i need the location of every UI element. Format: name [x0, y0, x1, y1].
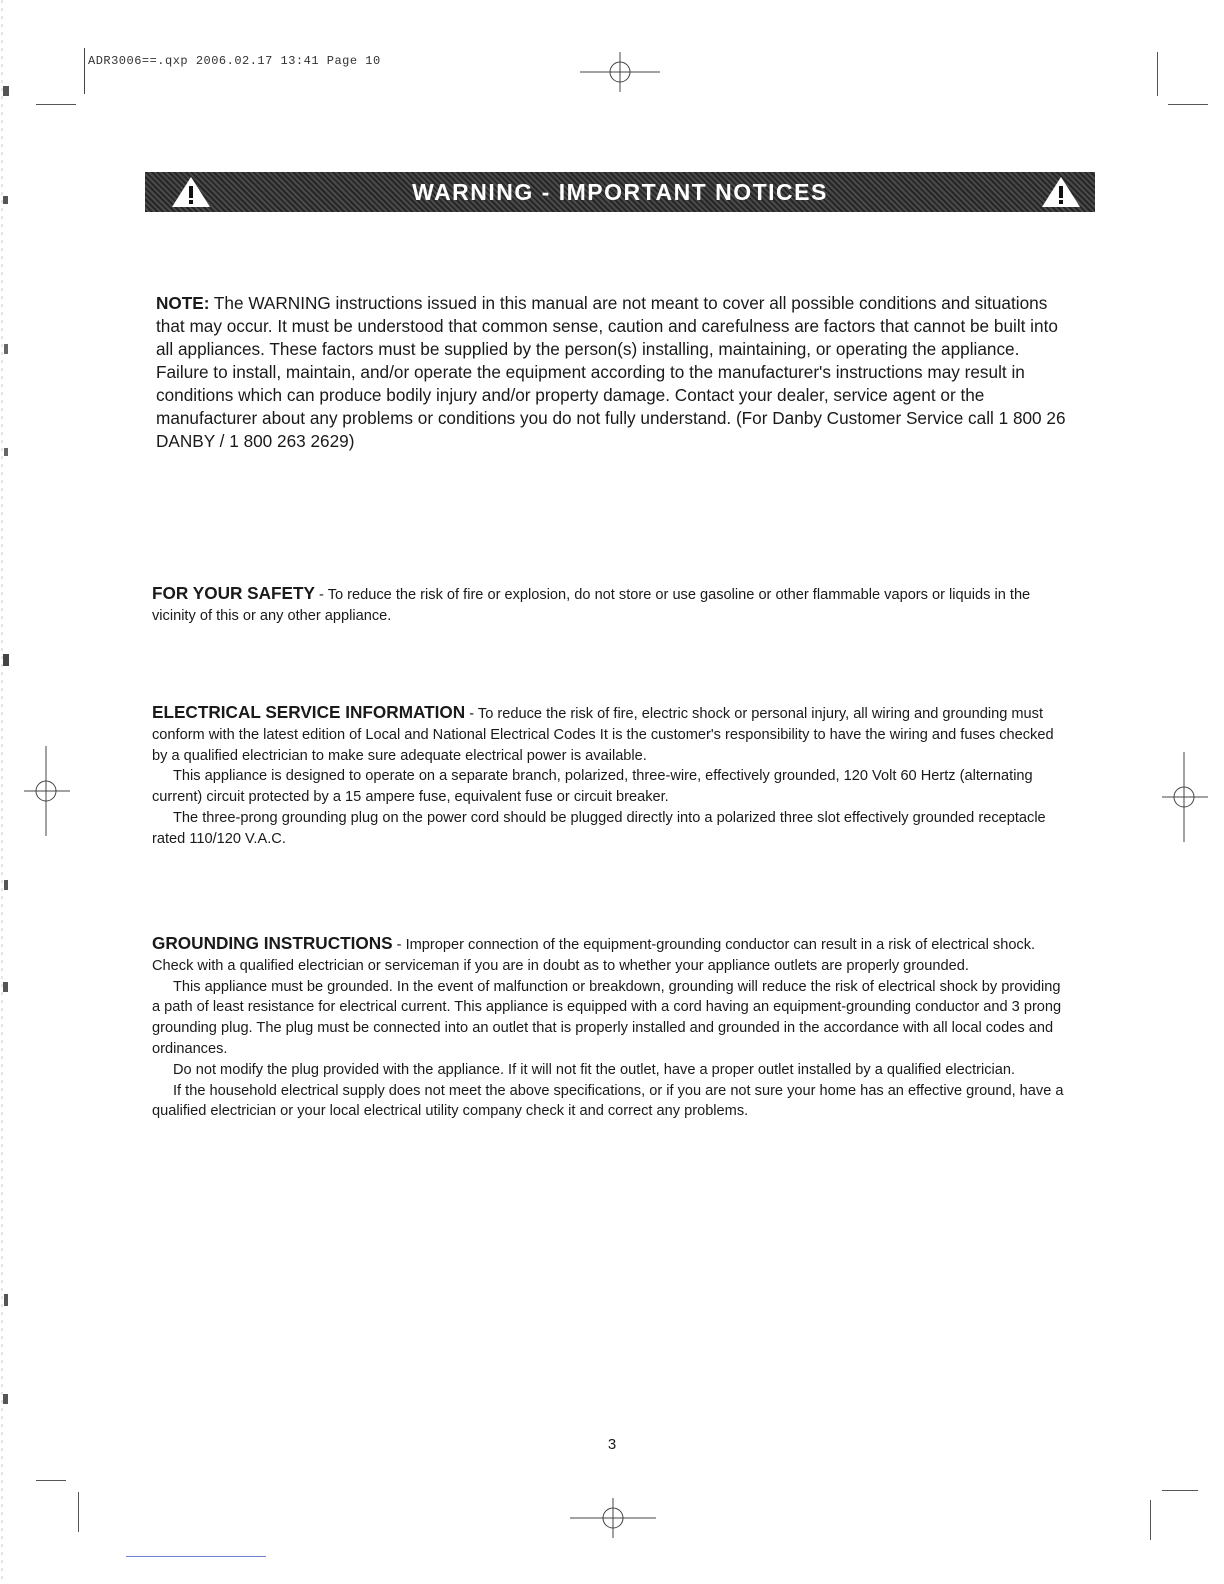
- crop-mark-top-left: [36, 104, 76, 105]
- safety-section: [152, 583, 1077, 627]
- grounding-heading: GROUNDING INSTRUCTIONS: [152, 933, 393, 953]
- crop-mark-top-right-vertical: [1157, 52, 1158, 96]
- page-number: 3: [607, 1436, 617, 1453]
- electrical-paragraph-2: This appliance is designed to operate on a separate branch, polarized, three-wire, effectively grounded, 120 Volt 60 Hertz (alternating current) circuit protected by a 15 ampere fuse, equivalent fuse or circuit breaker.: [152, 768, 1033, 806]
- electrical-heading: ELECTRICAL SERVICE INFORMATION: [152, 702, 466, 722]
- warning-triangle-icon: [1041, 176, 1081, 208]
- scan-edge-marks: [0, 0, 12, 1584]
- safety-paragraph: [152, 583, 1077, 627]
- safety-heading: FOR YOUR SAFETY: [152, 583, 315, 603]
- registration-mark-left: [24, 746, 70, 836]
- crop-mark-bottom-left: [36, 1480, 66, 1481]
- grounding-text-1: - Improper connection of the equipment-grounding conductor can result in a risk of electrical shock. Check with a qualified electrician or serviceman if you are in doubt as to whether your appliance outlets are properly grounded.: [152, 937, 1036, 974]
- crop-mark-bottom-right: [1162, 1490, 1198, 1491]
- grounding-paragraph-1: [152, 933, 1070, 977]
- slug-rule: [84, 48, 85, 94]
- grounding-section: [152, 933, 1070, 1122]
- electrical-text-1: - To reduce the risk of fire, electric shock or personal injury, all wiring and grounding must conform with the latest edition of Local and National Electrical Codes It is the customer's responsibility to have the wiring and fuses checked by a qualified electrician to make sure adequate electrical power is available.: [152, 706, 1054, 764]
- grounding-paragraph-3: Do not modify the plug provided with the appliance. If it will not fit the outlet, have a proper outlet installed by a qualified electrician.: [173, 1061, 1016, 1078]
- safety-text: - To reduce the risk of fire or explosion, do not store or use gasoline or other flammable vapors or liquids in the vicinity of this or any other appliance.: [152, 587, 1031, 624]
- note-text: The WARNING instructions issued in this manual are not meant to cover all possible conditions and situations that may occur. It must be understood that common sense, caution and carefulness are factors that cannot be built into all appliances. These factors must be supplied by the person(s) installing, maintaining, or operating the appliance. Failure to install, maintain, and/or operate the equipment according to the manufacturer's instructions may result in conditions which can produce bodily injury and/or property damage. Contact your dealer, service agent or the manufacturer about any problems or conditions you do not fully understand. (For Danby Customer Service call 1 800 26 DANBY / 1 800 263 2629): [156, 293, 1066, 451]
- note-label: NOTE:: [156, 293, 210, 313]
- registration-mark-bottom: [570, 1498, 656, 1538]
- warning-banner: [145, 172, 1095, 212]
- electrical-paragraph-1: [152, 702, 1070, 766]
- crop-mark-top-right: [1168, 104, 1208, 105]
- print-slug: ADR3006==.qxp 2006.02.17 13:41 Page 10: [88, 54, 381, 68]
- scan-edge-line: [126, 1556, 266, 1557]
- electrical-paragraph-3: The three-prong grounding plug on the power cord should be plugged directly into a polarized three slot effectively grounded receptacle rated 110/120 V.A.C.: [152, 809, 1046, 847]
- note-paragraph: [156, 292, 1072, 453]
- registration-mark-top: [580, 52, 660, 96]
- banner-title: WARNING - IMPORTANT NOTICES: [412, 179, 828, 205]
- crop-mark-bottom-left-vertical: [78, 1492, 79, 1532]
- registration-mark-right: [1162, 752, 1208, 842]
- grounding-paragraph-4: If the household electrical supply does not meet the above specifications, or if you are not sure your home has an effective ground, have a qualified electrician or your local electrical utility company check it and correct any problems.: [152, 1082, 1064, 1120]
- electrical-section: [152, 702, 1070, 850]
- grounding-paragraph-2: This appliance must be grounded. In the event of malfunction or breakdown, grounding will reduce the risk of electrical shock by providing a path of least resistance for electrical current. This appliance is equipped with a cord having an equipment-grounding conductor and 3 prong grounding plug. The plug must be connected into an outlet that is properly installed and grounded in the accordance with all local codes and ordinances.: [152, 978, 1062, 1057]
- crop-mark-bottom-right-vertical: [1150, 1500, 1151, 1540]
